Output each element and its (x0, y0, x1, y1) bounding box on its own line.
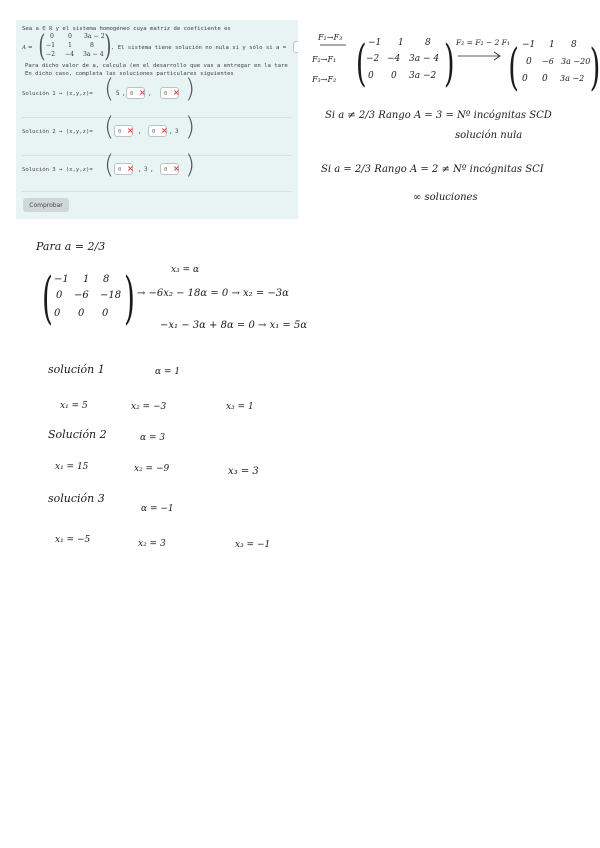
m1-cell: 3a −2 (409, 71, 437, 81)
comma: , (169, 128, 173, 135)
solution-2-x3: x₃ = 3 (228, 466, 259, 477)
wrong-icon: × (173, 164, 180, 173)
m1-left-paren: ( (355, 34, 367, 93)
solution-3-alpha: α = −1 (141, 504, 174, 514)
m1-cell: 3a − 4 (409, 54, 440, 64)
para-heading: Para a = 2/3 (36, 240, 106, 253)
solution-1-z-input[interactable]: 0 (160, 87, 179, 99)
solution-3-x-input[interactable]: 0 (114, 163, 133, 175)
right-paren: ) (185, 74, 196, 104)
op-f1-f3: F₁→F₃ (318, 33, 343, 42)
solution-1-x1: x₁ = 5 (60, 401, 88, 411)
coefficient-matrix: 0 0 3a − 2 −1 1 8 −2 −4 3a − 4 (46, 33, 105, 58)
m3-cell: 0 (102, 308, 109, 319)
m2-cell: 1 (549, 40, 555, 50)
solution-2-x1: x₁ = 15 (55, 462, 89, 472)
m2-cell: 0 (526, 57, 532, 67)
m2-cell: −6 (542, 57, 554, 66)
solution-1-fixed-x: 5 (116, 90, 120, 97)
m2-cell: 3a −20 (561, 57, 591, 66)
wrong-icon: × (173, 88, 180, 97)
m3-left-paren: ( (42, 266, 53, 331)
comma: , (148, 90, 152, 97)
solution-1-y-input[interactable]: 0 (126, 87, 145, 99)
instruction-line-2: En dicho caso, completa las soluciones particulares siguientes (25, 71, 234, 77)
left-paren: ( (104, 74, 115, 104)
m2-cell: 0 (522, 74, 528, 84)
solution-1-heading: solución 1 (48, 363, 105, 376)
m2-cell: 3a −2 (560, 74, 585, 83)
solution-2-y-input[interactable]: 0 (148, 125, 167, 137)
m2-cell: −1 (522, 40, 536, 50)
comma: , (122, 90, 126, 97)
check-button[interactable]: Comprobar (23, 198, 69, 212)
case-scd: Si a ≠ 2/3 Rango A = 3 = Nº incógnitas SCD (325, 110, 552, 121)
solution-2-x2: x₂ = −9 (134, 464, 170, 474)
right-paren: ) (185, 150, 196, 180)
solution-1-x3: x₃ = 1 (226, 402, 254, 412)
wrong-icon: × (161, 126, 168, 135)
case-sci-result: ∞ soluciones (413, 192, 478, 203)
m1-cell: −1 (368, 38, 382, 48)
m1-cell: 0 (391, 71, 397, 81)
m3-cell: 0 (78, 308, 85, 319)
case-scd-result: solución nula (455, 130, 523, 141)
matrix-label: A = (22, 45, 33, 51)
solution-2-fixed-z: 3 (175, 128, 179, 135)
matrix-right-paren: ) (104, 29, 112, 64)
m3-cell: −6 (74, 290, 89, 301)
wrong-icon: × (139, 88, 146, 97)
matrix-left-paren: ( (38, 29, 46, 64)
exercise-intro: Sea a ∈ ℝ y el sistema homogéneo cuya matriz de coeficiente es (22, 26, 231, 32)
m3-cell: −1 (54, 274, 69, 285)
solution-1-label: Solución 1 → (x,y,z)= (22, 91, 93, 97)
m1-cell: 0 (368, 71, 374, 81)
solution-1-alpha: α = 1 (155, 367, 181, 377)
case-sci: Si a = 2/3 Rango A = 2 ≠ Nº incógnitas SCI (321, 164, 544, 175)
instruction-line-1: Para dicho valor de a, calcula (en el desarrollo que vas a entregar en la tare (25, 63, 288, 69)
solution-2-label: Solución 2 → (x,y,z)= (22, 129, 93, 135)
op-f2-f1: F₂→F₁ (312, 55, 337, 64)
m1-cell: 8 (425, 38, 431, 48)
x3-equals-alpha: x₃ = α (171, 265, 200, 275)
m1-right-paren: ) (443, 34, 455, 93)
solution-3-heading: solución 3 (48, 492, 105, 505)
equation-x2: → −6x₂ − 18α = 0 → x₂ = −3α (137, 288, 289, 299)
m2-right-paren: ) (589, 38, 600, 97)
solution-2-heading: Solución 2 (48, 428, 107, 441)
m3-cell: 0 (56, 290, 63, 301)
left-paren: ( (104, 112, 115, 142)
m3-cell: 8 (103, 274, 110, 285)
solution-2-alpha: α = 3 (140, 433, 166, 443)
equation-x1: −x₁ − 3α + 8α = 0 → x₁ = 5α (160, 320, 308, 331)
solution-3-x2: x₂ = 3 (138, 539, 166, 549)
comma: , (138, 166, 142, 173)
m3-cell: 1 (83, 274, 90, 285)
solution-3-x3: x₃ = −1 (235, 540, 271, 550)
comma: , (150, 166, 154, 173)
left-paren: ( (104, 150, 115, 180)
m3-cell: 0 (54, 308, 61, 319)
wrong-icon: × (127, 126, 134, 135)
m3-right-paren: ) (124, 266, 135, 331)
solution-2-x-input[interactable]: 0 (114, 125, 133, 137)
comma: , (138, 128, 142, 135)
solution-3-z-input[interactable]: 0 (160, 163, 179, 175)
solution-3-fixed-y: 3 (144, 166, 148, 173)
wrong-icon: × (127, 164, 134, 173)
m3-cell: −18 (100, 290, 122, 301)
solution-3-label: Solución 3 → (x,y,z)= (22, 167, 93, 173)
right-paren: ) (185, 112, 196, 142)
m2-left-paren: ( (508, 38, 519, 97)
m2-cell: 8 (571, 40, 577, 50)
m1-cell: 1 (398, 38, 404, 48)
solution-1-x2: x₂ = −3 (131, 402, 167, 412)
op-f3-f2: F₃→F₂ (312, 75, 337, 84)
condition-text: . El sistema tiene solución no nula si y sólo si a = (111, 45, 287, 51)
m2-cell: 0 (542, 74, 548, 84)
m1-cell: −4 (387, 54, 401, 64)
op-f2-minus-2f1: F₂ = F₂ − 2 F₁ (456, 38, 510, 47)
solution-3-x1: x₁ = −5 (55, 535, 91, 545)
m1-cell: −2 (366, 54, 380, 64)
